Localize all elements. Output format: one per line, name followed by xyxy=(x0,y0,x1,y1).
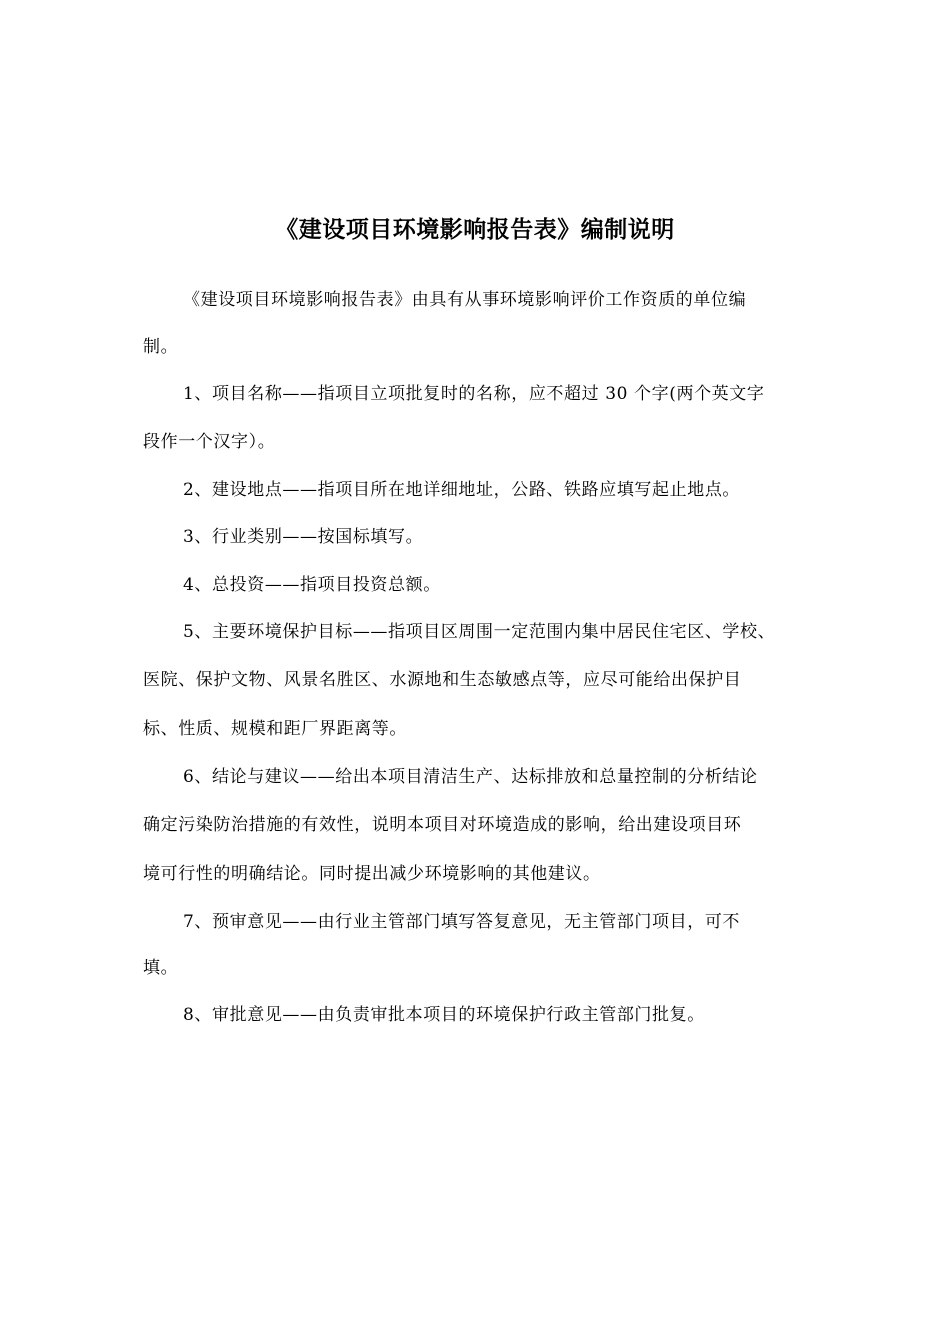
paragraph-intro-line-2: 制。 xyxy=(143,337,179,357)
paragraph-item-1-line-1: 1、项目名称——指项目立项批复时的名称，应不超过 30 个字(两个英文字 xyxy=(183,384,765,404)
paragraph-item-5-line-3: 标、性质、规模和距厂界距离等。 xyxy=(143,719,407,739)
document-title: 《建设项目环境影响报告表》编制说明 xyxy=(275,217,675,243)
paragraph-item-6-line-2: 确定污染防治措施的有效性，说明本项目对环境造成的影响，给出建设项目环 xyxy=(143,815,742,835)
paragraph-item-6-line-1: 6、结论与建议——给出本项目清洁生产、达标排放和总量控制的分析结论 xyxy=(183,767,758,787)
paragraph-intro-line-1: 《建设项目环境影响报告表》由具有从事环境影响评价工作资质的单位编 xyxy=(183,290,747,310)
paragraph-item-7-line-2: 填。 xyxy=(143,958,179,978)
paragraph-item-7-line-1: 7、预审意见——由行业主管部门填写答复意见，无主管部门项目，可不 xyxy=(183,912,741,932)
paragraph-item-6-line-3: 境可行性的明确结论。同时提出减少环境影响的其他建议。 xyxy=(143,864,601,884)
paragraph-item-3-line-1: 3、行业类别——按国标填写。 xyxy=(183,527,424,547)
paragraph-item-8-line-1: 8、审批意见——由负责审批本项目的环境保护行政主管部门批复。 xyxy=(183,1005,705,1025)
paragraph-item-1-line-2: 段作一个汉字）。 xyxy=(143,432,276,452)
paragraph-item-5-line-1: 5、主要环境保护目标——指项目区周围一定范围内集中居民住宅区、学校、 xyxy=(183,622,776,642)
paragraph-item-5-line-2: 医院、保护文物、风景名胜区、水源地和生态敏感点等，应尽可能给出保护目 xyxy=(143,670,742,690)
paragraph-item-2-line-1: 2、建设地点——指项目所在地详细地址，公路、铁路应填写起止地点。 xyxy=(183,480,741,500)
paragraph-item-4-line-1: 4、总投资——指项目投资总额。 xyxy=(183,575,441,595)
